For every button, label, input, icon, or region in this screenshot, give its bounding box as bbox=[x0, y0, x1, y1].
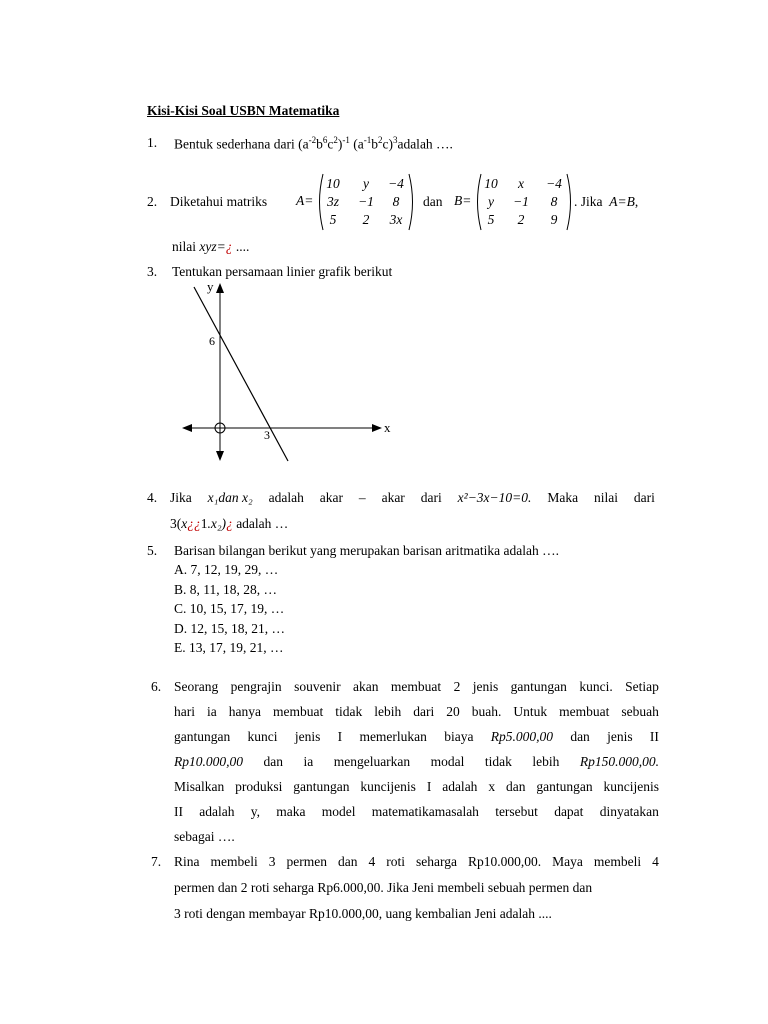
matrix-a-cell: 5 bbox=[329, 212, 337, 227]
option-d: D. 12, 15, 18, 21, … bbox=[174, 621, 285, 636]
question-6-line3: gantungan kunci jenis I memerlukan biaya Rp5.000,00 dan jenis II bbox=[174, 729, 659, 744]
option-e: E. 13, 17, 19, 21, … bbox=[174, 640, 284, 655]
question-2-jika: . Jika A=B, bbox=[574, 194, 639, 209]
matrix-b-cell: 5 bbox=[487, 212, 495, 227]
x-intercept-label: 3 bbox=[264, 428, 270, 442]
question-5-text: Barisan bilangan berikut yang merupakan barisan aritmatika adalah …. bbox=[174, 543, 559, 558]
matrix-b-label: B= bbox=[454, 193, 472, 208]
matrix-b-right-bracket bbox=[567, 174, 571, 230]
linear-graph bbox=[170, 275, 400, 470]
matrix-a-cell: 3z bbox=[326, 194, 340, 209]
question-1-text: Bentuk sederhana dari $(a^{-2}b^6c^2)^{-1}$ $(a^{-1}b^2c)^3adalah$ …. bbox=[174, 135, 453, 152]
question-6-line6: II adalah y, maka model matematikamasalah tersebut dapat dinyatakan bbox=[174, 804, 659, 819]
matrix-b-cell: 10 bbox=[484, 176, 498, 191]
x-axis-left-arrow bbox=[182, 424, 192, 432]
matrix-b-cell: y bbox=[488, 194, 494, 209]
matrix-b-cell: 9 bbox=[550, 212, 558, 227]
matrix-dan-word: dan bbox=[423, 194, 443, 209]
option-b: B. 8, 11, 18, 28, … bbox=[174, 582, 278, 597]
y-axis-down-arrow bbox=[216, 451, 224, 461]
matrix-a-right-bracket bbox=[409, 174, 413, 230]
matrix-a-left-bracket bbox=[320, 174, 324, 230]
matrix-b bbox=[474, 172, 574, 232]
question-2-number: 2. bbox=[147, 194, 158, 209]
y-axis-arrow bbox=[216, 283, 224, 293]
question-4-number: 4. bbox=[147, 490, 158, 505]
matrix-b-cell: x bbox=[518, 176, 524, 191]
question-1-number: 1. bbox=[147, 135, 158, 150]
matrix-b-cell: −1 bbox=[513, 194, 529, 209]
question-3-number: 3. bbox=[147, 264, 158, 279]
matrix-a bbox=[316, 172, 416, 232]
question-4-line1: Jika x₁dan x₂ adalah akar – akar dari x²−3x−10=0. Maka nilai dari bbox=[170, 490, 655, 505]
matrix-a-cell: 8 bbox=[392, 194, 400, 209]
question-3-text: Tentukan persamaan linier grafik berikut bbox=[172, 264, 393, 279]
matrix-a-label: A= bbox=[296, 193, 314, 208]
question-7-line3: 3 roti dengan membayar Rp10.000,00, uang kembalian Jeni adalah .... bbox=[174, 906, 552, 921]
matrix-a-cell: −4 bbox=[388, 176, 404, 191]
y-intercept-label: 6 bbox=[209, 334, 215, 348]
matrix-a-cell: −1 bbox=[358, 194, 374, 209]
matrix-b-cell: 8 bbox=[550, 194, 558, 209]
option-a: A. 7, 12, 19, 29, … bbox=[174, 562, 279, 577]
option-c: C. 10, 15, 17, 19, … bbox=[174, 601, 285, 616]
page-title: Kisi-Kisi Soal USBN Matematika bbox=[147, 103, 340, 118]
question-6-number: 6. bbox=[151, 679, 162, 694]
x-axis-label: x bbox=[384, 420, 391, 435]
question-6-line2: hari ia hanya membuat tidak lebih dari 20 buah. Untuk membuat sebuah bbox=[174, 704, 659, 719]
question-7-line2: permen dan 2 roti seharga Rp6.000,00. Jika Jeni membeli sebuah permen dan bbox=[174, 880, 593, 895]
question-7-line1: Rina membeli 3 permen dan 4 roti seharga Rp10.000,00. Maya membeli 4 bbox=[174, 854, 659, 869]
question-2-lead: Diketahui matriks bbox=[170, 194, 268, 209]
x-axis-arrow bbox=[372, 424, 382, 432]
matrix-b-cell: −4 bbox=[546, 176, 562, 191]
matrix-a-cell: 10 bbox=[326, 176, 340, 191]
graph-line bbox=[194, 287, 288, 461]
matrix-a-cell: y bbox=[363, 176, 369, 191]
question-6-line4: Rp10.000,00 dan ia mengeluarkan modal tidak lebih Rp150.000,00. bbox=[174, 754, 659, 769]
matrix-a-cell: 2 bbox=[362, 212, 370, 227]
matrix-b-left-bracket bbox=[478, 174, 482, 230]
question-6-line5: Misalkan produksi gantungan kuncijenis I adalah x dan gantungan kuncijenis bbox=[174, 779, 659, 794]
matrix-a-cell: 3x bbox=[389, 212, 403, 227]
question-7-number: 7. bbox=[151, 854, 162, 869]
question-6-line1: Seorang pengrajin souvenir akan membuat 2 jenis gantungan kunci. Setiap bbox=[174, 679, 659, 694]
question-5-number: 5. bbox=[147, 543, 158, 558]
question-4-line2: 3(x¿¿1.x₂)¿ adalah … bbox=[170, 516, 289, 531]
y-axis-label: y bbox=[207, 279, 214, 294]
question-6-line7: sebagai …. bbox=[174, 829, 235, 844]
question-2-line2: nilai xyz=¿ .... bbox=[172, 239, 250, 254]
matrix-b-cell: 2 bbox=[517, 212, 525, 227]
